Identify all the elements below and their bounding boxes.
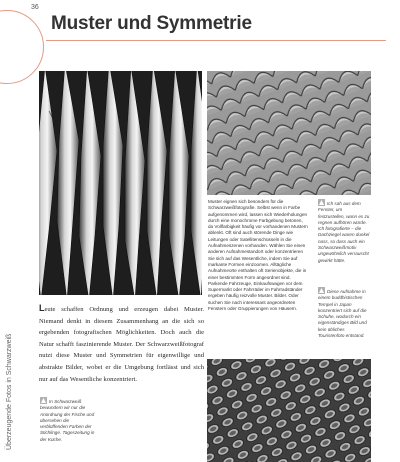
caption-arrow-icon: [40, 397, 47, 404]
temple-shoes-photo: [207, 359, 371, 462]
caption-temple: [318, 287, 370, 339]
page-number: 36: [31, 4, 39, 11]
title-rule: [46, 40, 386, 41]
main-paragraph: [39, 303, 204, 385]
caption-arrow-icon: [318, 287, 325, 294]
main-body: eute schaffen Ordnung und erzeugen dabei Muster. Niemand denkt in diesem Zusammenhang an die sich so ergebenden fotografischen Möglichkeiten. Doch auch die Natur schafft faszinierende Muster. Der Schwarzweißfotograf nutzt diese Muster und Symmetrien für eigenwillige und abstrakte Bilder, wobei er die Umgebung fortlässt und sich nur auf das Wesentliche konzentriert.: [39, 306, 204, 383]
column-paragraph: Muster eignen sich besonders für die Schwarzweißfotografie. Selbst wenn in Farbe aufgenommen wird, lassen sich Wiederholungen durch eine monochrome Farbgebung betonen, da Vollfarbigkeit häufig vor vorhandenen Mustern ablenkt. Oft sind auch störende Dinge wie Leitungen oder Satellitenschüsseln in die Aufnahmeszenen vorhanden. Wählen Sie einen anderen Aufnahmestandort oder konzentrieren Sie sich auf das Wesentliche, indem Sie auf markante Formen einzoomen. Alltägliche Aufnahmeorte enthalten oft Serienobjekte, die in einer bestimmten Form angeordnet sind. Parkende Fahrzeuge, Einkaufswagen vor dem Supermarkt oder Fahrräder im Fahrradständer ergeben häufig reizvolle Muster. Bilder. Oder suchen Sie nach interessant angeordneten Fenstern oder Gruppierungen von Häusern.: [208, 199, 308, 312]
caption-arrow-icon: [318, 199, 325, 206]
caption-temple-text: Diese Aufnahme in einem buddhistischen Tempel in Japan konzentriert sich auf die Schuhe, wodurch ein eigenständiges Bild und kein übliches Touristenfoto entstand.: [318, 289, 367, 339]
decorative-arc: [0, 10, 44, 84]
caption-roof-text: Ich sah aus dem Fenster, um festzustellen, wann es zu regnen aufhören würde. Ich fotografierte – die Dachziegel waren dunkel nass, so dass auch ein Schwarzweißmotiv ungewöhnlich verrauscht gewirkt hätte.: [318, 201, 370, 263]
fish-photo: [39, 71, 202, 295]
drop-cap: L: [39, 303, 45, 313]
caption-fish: [40, 397, 95, 443]
roof-tiles-photo: [207, 71, 371, 195]
page-title: Muster und Symmetrie: [51, 13, 252, 34]
chapter-label: Überzeugende Fotos in Schwarzweiß: [6, 333, 13, 450]
caption-roof: [318, 199, 370, 264]
caption-fish-text: In Schwarzweiß bewundern wir nur die Anordnung der Fische und übersehen die verblüffenden Farben der Stichlinge. Tageszeitung in der Küche.: [40, 399, 95, 442]
